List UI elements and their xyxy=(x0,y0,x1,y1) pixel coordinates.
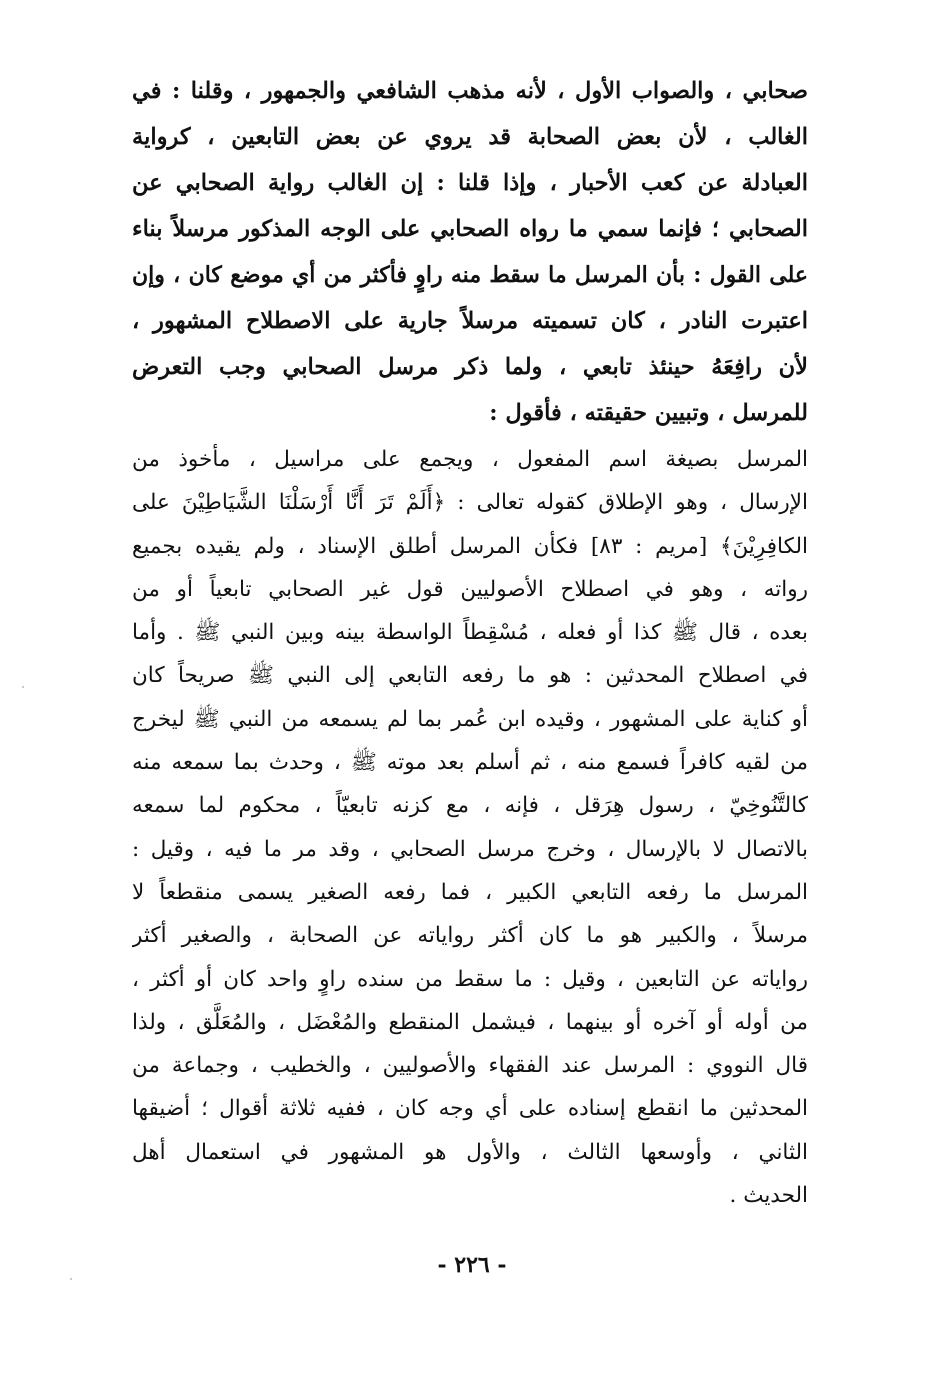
text-line: الإرسال ، وهو الإطلاق كقوله تعالى : ﴿أَلَمْ تَرَ أَنَّا أَرْسَلْنَا الشَّيَاطِيْنَ على xyxy=(132,490,808,516)
text-line: اعتبرت النادر ، كان تسميته مرسلاً جارية على الاصطلاح المشهور ، xyxy=(132,308,808,334)
text-line: كالتَّنُوخِيّ ، رسول هِرَقل ، فإنه ، مع كزنه تابعيّاً ، محكوم لما سمعه xyxy=(132,793,808,819)
text-line: رواته ، وهو في اصطلاح الأصوليين قول غير الصحابي تابعياً أو من xyxy=(132,576,808,602)
text-line: بالاتصال لا بالإرسال ، وخرج مرسل الصحابي ، وقد مر ما فيه ، وقيل : xyxy=(132,836,808,862)
text-line: مرسلاً ، والكبير هو ما كان أكثر رواياته عن الصحابة ، والصغير أكثر xyxy=(132,923,808,949)
scan-speck xyxy=(22,686,24,688)
text-line: من لقيه كافراً فسمع منه ، ثم أسلم بعد موته ﷺ ، وحدث بما سمعه منه xyxy=(132,750,808,776)
text-line: أو كناية على المشهور ، وقيده ابن عُمر بما لم يسمعه من النبي ﷺ ليخرج xyxy=(132,706,808,732)
text-line: على القول : بأن المرسل ما سقط منه راوٍ فأكثر من أي موضع كان ، وإن xyxy=(132,262,808,288)
text-line: في اصطلاح المحدثين : هو ما رفعه التابعي إلى النبي ﷺ صريحاً كان xyxy=(132,663,808,689)
scan-speck xyxy=(70,1278,72,1280)
text-line: رواياته عن التابعين ، وقيل : ما سقط من سنده راوٍ واحد كان أو أكثر ، xyxy=(132,966,808,992)
text-line: للمرسل ، وتبيين حقيقته ، فأقول : xyxy=(489,400,808,426)
text-line: الغالب ، لأن بعض الصحابة قد يروي عن بعض التابعين ، كرواية xyxy=(132,124,808,150)
text-line: بعده ، قال ﷺ كذا أو فعله ، مُسْقِطاً الواسطة بينه وبين النبي ﷺ . وأما xyxy=(132,620,808,646)
text-line: الصحابي ؛ فإنما سمي ما رواه الصحابي على الوجه المذكور مرسلاً بناء xyxy=(132,216,808,242)
text-line: الحديث . xyxy=(729,1183,808,1209)
text-line: الكافِرِيْنَ﴾ [مريم : ٨٣] فكأن المرسل أطلق الإسناد ، ولم يقيده بجميع xyxy=(132,533,808,559)
page-number: - ٢٢٦ - xyxy=(437,1252,507,1278)
text-line: من أوله أو آخره أو بينهما ، فيشمل المنقطع والمُعْضَل ، والمُعَلَّق ، ولذا xyxy=(132,1009,808,1035)
text-line: المرسل بصيغة اسم المفعول ، ويجمع على مراسيل ، مأخوذ من xyxy=(132,447,808,472)
text-line: لأن رافِعَهُ حينئذ تابعي ، ولما ذكر مرسل الصحابي وجب التعرض xyxy=(132,354,808,380)
text-line: المرسل ما رفعه التابعي الكبير ، فما رفعه الصغير يسمى منقطعاً لا xyxy=(132,879,808,905)
text-line: العبادلة عن كعب الأحبار ، وإذا قلنا : إن الغالب رواية الصحابي عن xyxy=(132,170,808,196)
text-line: صحابي ، والصواب الأول ، لأنه مذهب الشافعي والجمهور ، وقلنا : في xyxy=(132,78,808,104)
paragraph-2 xyxy=(132,438,808,1217)
paragraph-1 xyxy=(132,68,808,436)
text-line: قال النووي : المرسل عند الفقهاء والأصوليين ، والخطيب ، وجماعة من xyxy=(132,1053,808,1079)
text-line: المحدثين ما انقطع إسناده على أي وجه كان ، ففيه ثلاثة أقوال ؛ أضيقها xyxy=(132,1096,808,1122)
text-line: الثاني ، وأوسعها الثالث ، والأول هو المشهور في استعمال أهل xyxy=(132,1139,808,1165)
